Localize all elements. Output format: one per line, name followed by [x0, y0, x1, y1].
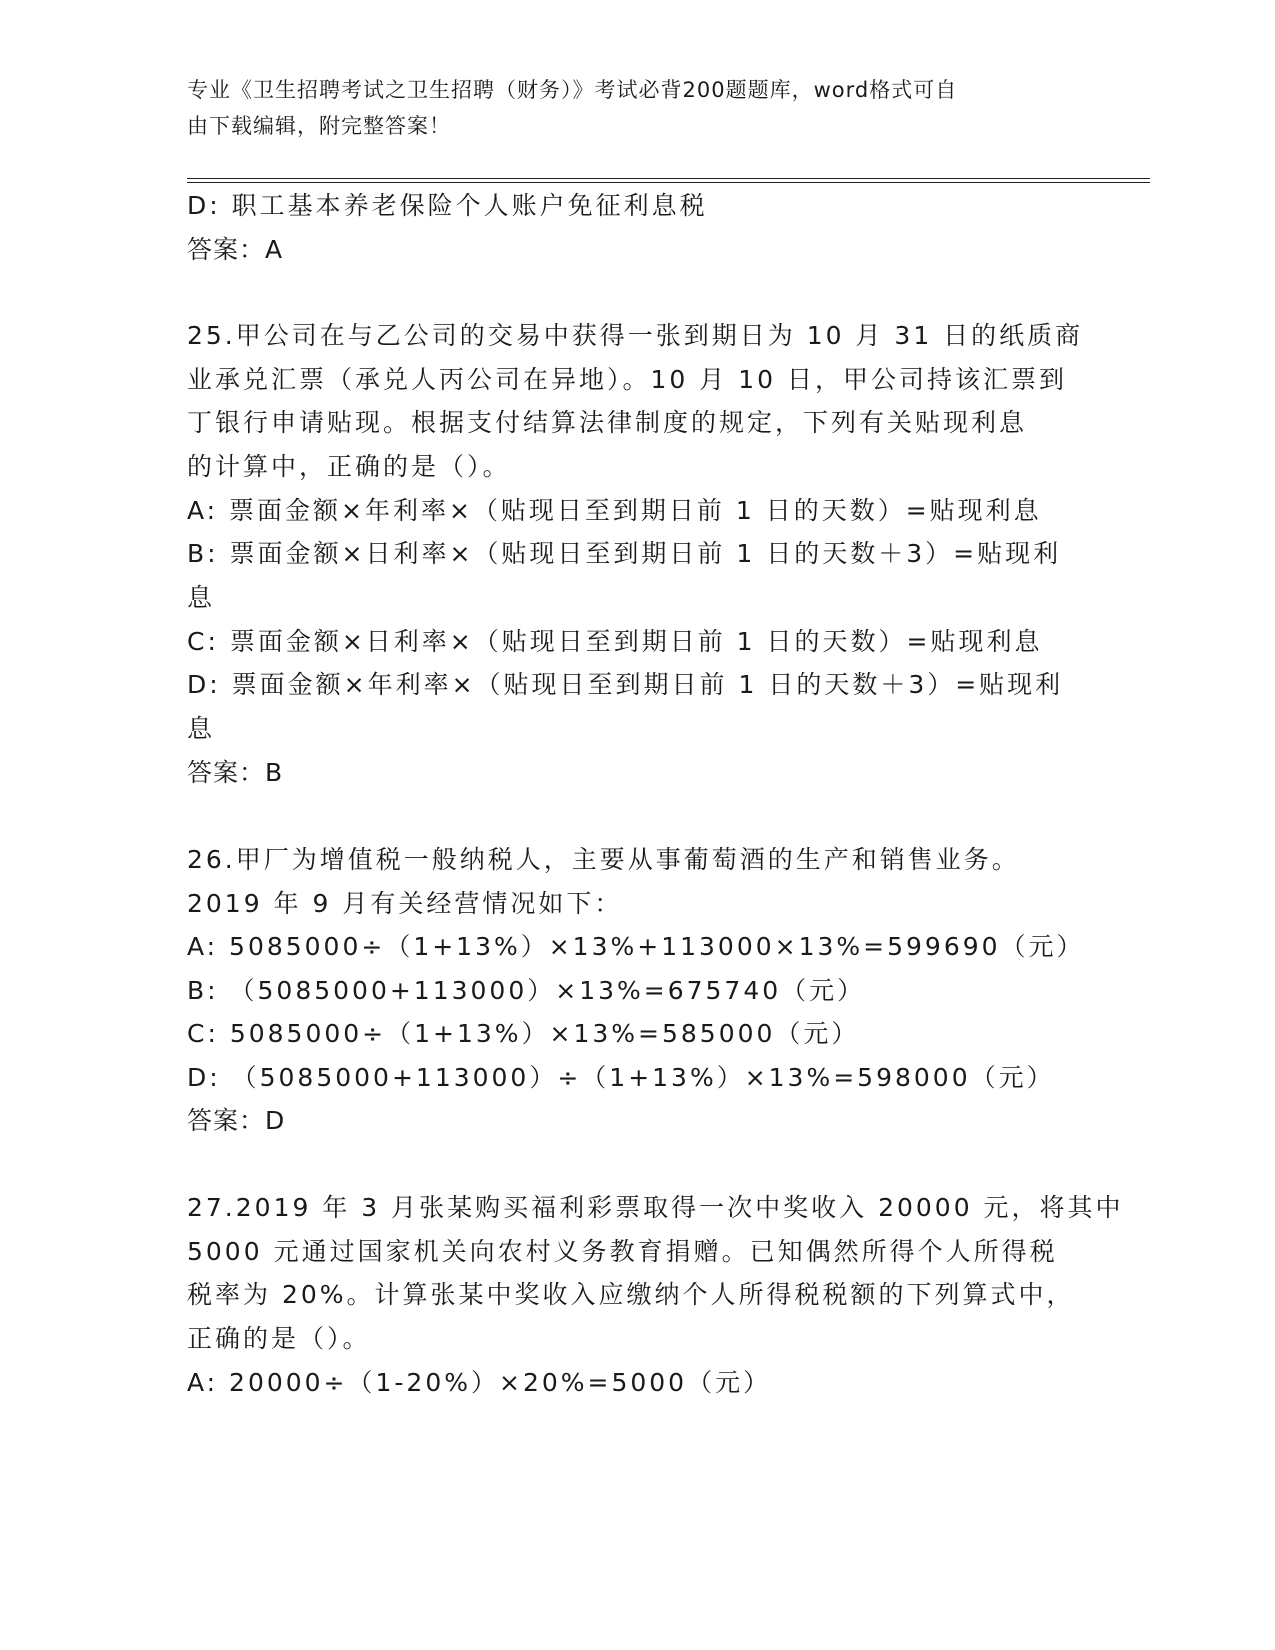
- q26-option-b: B: （5085000+113000）×13%=675740（元）: [187, 976, 866, 1005]
- q25-option-a: A: 票面金额×年利率×（贴现日至到期日前 1 日的天数）=贴现利息: [187, 496, 1042, 525]
- q26-stem-line-1: 26.甲厂为增值税一般纳税人，主要从事葡萄酒的生产和销售业务。: [187, 845, 1020, 874]
- q26-option-a: A: 5085000÷（1+13%）×13%+113000×13%=599690（元）: [187, 932, 1085, 961]
- q25-stem-line-3: 丁银行申请贴现。根据支付结算法律制度的规定，下列有关贴现利息: [187, 408, 1028, 437]
- q25-option-b: B: 票面金额×日利率×（贴现日至到期日前 1 日的天数＋3）=贴现利: [187, 539, 1062, 568]
- q25-option-c: C: 票面金额×日利率×（贴现日至到期日前 1 日的天数）=贴现利息: [187, 627, 1043, 656]
- q26-option-d: D: （5085000+113000）÷（1+13%）×13%=598000（元）: [187, 1063, 1055, 1092]
- q27-option-a: A: 20000÷（1-20%）×20%=5000（元）: [187, 1368, 772, 1397]
- q26-stem-line-2: 2019 年 9 月有关经营情况如下：: [187, 889, 623, 918]
- q25-stem-line-4: 的计算中，正确的是（）。: [187, 452, 511, 481]
- q25-option-b-cont: 息: [187, 583, 216, 612]
- q25-stem-line-2: 业承兑汇票（承兑人丙公司在异地）。10 月 10 日，甲公司持该汇票到: [187, 365, 1067, 394]
- q25-stem-line-1: 25.甲公司在与乙公司的交易中获得一张到期日为 10 月 31 日的纸质商: [187, 321, 1084, 350]
- q25-option-d: D: 票面金额×年利率×（贴现日至到期日前 1 日的天数＋3）=贴现利: [187, 670, 1064, 699]
- q27-stem-line-4: 正确的是（）。: [187, 1324, 371, 1353]
- q26-answer: 答案：D: [187, 1106, 286, 1135]
- prev-option-d: D: 职工基本养老保险个人账户免征利息税: [187, 191, 708, 220]
- prev-answer: 答案：A: [187, 235, 284, 264]
- q27-stem-line-1: 27.2019 年 3 月张某购买福利彩票取得一次中奖收入 20000 元，将其中: [187, 1193, 1124, 1222]
- q27-stem-line-3: 税率为 20%。计算张某中奖收入应缴纳个人所得税税额的下列算式中，: [187, 1280, 1075, 1309]
- q26-option-c: C: 5085000÷（1+13%）×13%=585000（元）: [187, 1019, 860, 1048]
- q25-option-d-cont: 息: [187, 714, 216, 743]
- page-header: [187, 72, 1067, 144]
- header-line-1: 专业《卫生招聘考试之卫生招聘（财务）》考试必背200题题库，word格式可自: [187, 78, 958, 102]
- q27-stem-line-2: 5000 元通过国家机关向农村义务教育捐赠。已知偶然所得个人所得税: [187, 1237, 1058, 1266]
- header-line-2: 由下载编辑，附完整答案！: [187, 114, 451, 138]
- q25-answer: 答案：B: [187, 758, 284, 787]
- header-divider-top: [187, 178, 1150, 179]
- header-divider-bottom: [187, 182, 1150, 183]
